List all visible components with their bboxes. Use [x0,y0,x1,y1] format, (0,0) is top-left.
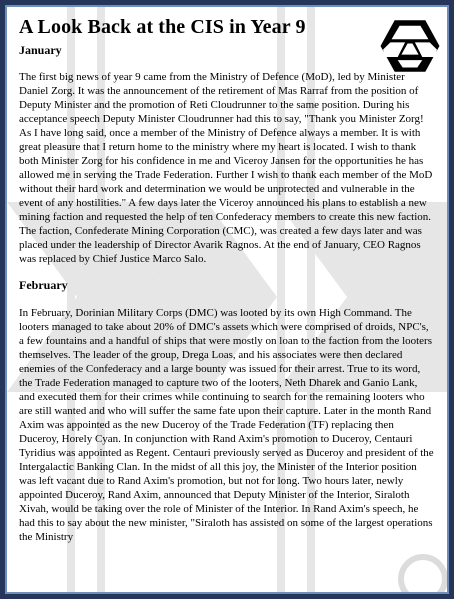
cis-hexagon-logo-icon [379,19,441,73]
document-title: A Look Back at the CIS in Year 9 [19,16,306,38]
section-heading-february: February [19,278,68,292]
document-page [5,5,449,594]
section-heading-january: January [19,43,62,57]
section-paragraph-january: The first big news of year 9 came from the Ministry of Defence (MoD), led by Minister Daniel Zorg. It was the announcement of the retirement of Mas Rarraf from the position of Deputy Minister and the promotion of Reti Cloudrunner to the same position. During his acceptance speech Deputy Minister Cloudrunner had this to say, "Thank you Minister Zorg! As I have long said, once a member of the Ministry of Defence always a member. It is with great pleasure that I return home to the ministry where my heart is located. I wish to thank both Minister Zorg for his confidence in me and Viceroy Jansen for the opportunities he has allowed me in serving the Trade Federation. Further I wish to thank each member of the MoD without their hard work and determination we would be unprotected and vulnerable in the event of any hostilities." A few days later the Viceroy announced his plans to establish a new mining faction and requested the help of ten Confederacy members to create this new faction. The faction, Confederate Mining Corporation (CMC), was created a few days later and was placed under the leadership of Director Avarik Ragnos. At the end of January, CEO Ragnos was replaced by Chief Justice Marco Salo. [19,71,433,265]
section-paragraph-february: In February, Dorinian Military Corps (DMC) was looted by its own High Command. The looters managed to take about 20% of DMC's assets which were comprised of droids, NPC's, a few fountains and a handful of ships that were mostly on loan to the faction from the looters themselves. The leader of the group, Drega Loas, and his associates were then declared enemies of the Confederacy and a large bounty was issued for their arrest. True to its word, the Trade Federation managed to capture two of the looters, Neth Dharek and Ganio Lank, and executed them for their crimes while continuing to search for the remaining looters who are still wanted and who will suffer the same fate upon their capture. Later in the month Rand Axim was appointed as the new Duceroy of the Trade Federation (TF) replacing then Duceroy, Horely Cyan. In conjunction with Rand Axim's promotion to Duceroy, Centauri Tyridius was appointed as Regent. Centauri previously served as Duceroy and president of the Intergalactic Banking Clan. In the midst of all this joy, the Minister of the Interior position was left vacant due to Rand Axim's promotion, but not for long. Two hours later, newly appointed Duceroy, Rand Axim, announced that Deputy Minister of the Interior, Siraloth Xivah, would be taking over the role of Minister of the Interior. In Rand Axim's speech, he had this to say about the new minister, "Siraloth has assisted on some of the largest operations the Ministry [19,307,434,543]
document-content [7,7,447,544]
